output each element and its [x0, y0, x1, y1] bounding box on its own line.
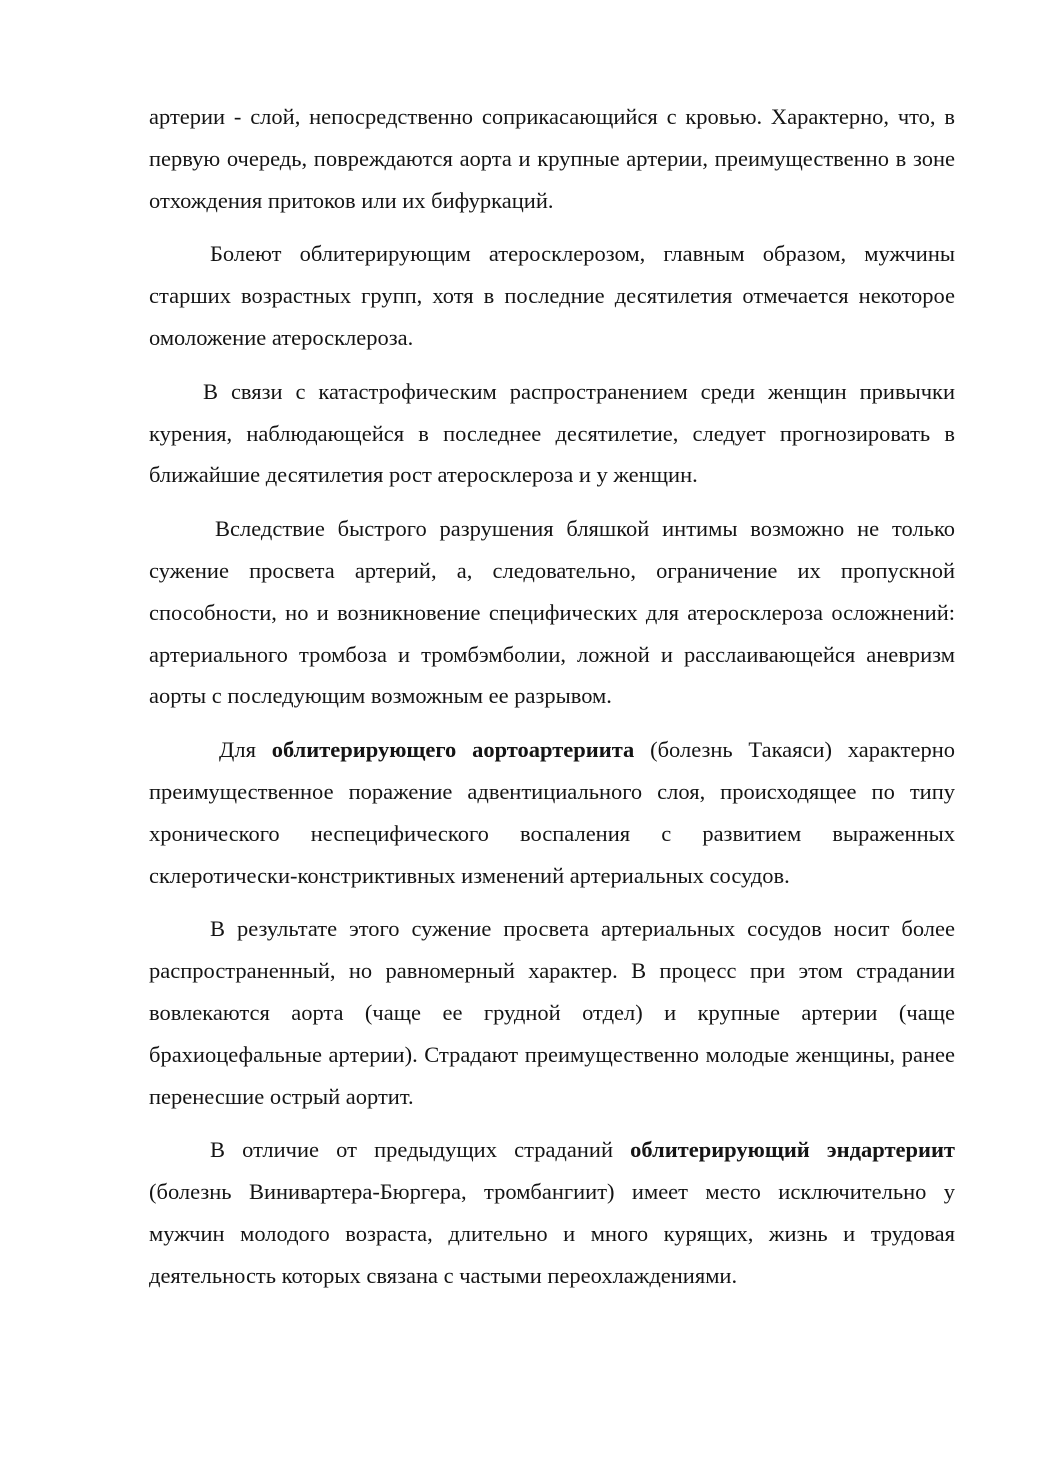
paragraph-7: [149, 1129, 955, 1296]
paragraph-3: В связи с катастрофическим распространением среди женщин привычки курения, наблюдающейся в последнее десятилетие, следует прогнозировать в ближайшие десятилетия рост атеросклероза и у женщин.: [149, 378, 955, 488]
bold-term-aortoarteritis: облитерирующего аортоартериита: [271, 737, 635, 763]
paragraph-5-lead: Для: [219, 737, 272, 763]
paragraph-6: В результате этого сужение просвета артериальных сосудов носит более распространенный, но равномерный характер. В процесс при этом страдании вовлекаются аорта (чаще ее грудной отдел) и крупные артерии (чаще брахиоцефальные артерии). Страдают преимущественно молодые женщины, ранее перенесшие острый аортит.: [149, 916, 955, 1109]
paragraph-5-rest: (болезнь Такаяси) характерно преимущественное поражение адвентициального слоя, происходящее по типу хронического неспецифического воспаления с развитием выраженных склеротически-констриктивных изменений артериальных сосудов.: [149, 737, 955, 888]
bold-term-endarteritis: облитерирующий эндартериит: [630, 1137, 955, 1163]
paragraph-7-lead: В отличие от предыдущих страданий: [210, 1137, 631, 1163]
paragraph-7-rest: (болезнь Винивартера-Бюргера, тромбангиит) имеет место исключительно у мужчин молодого возраста, длительно и много курящих, жизнь и трудовая деятельность которых связана с частыми переохлаждениями.: [149, 1179, 955, 1288]
paragraph-4: Вследствие быстрого разрушения бляшкой интимы возможно не только сужение просвета артерий, а, следовательно, ограничение их пропускной способности, но и возникновение специфических для атеросклероза осложнений: артериального тромбоза и тромбэмболии, ложной и расслаивающейся аневризм аорты с последующим возможным ее разрывом.: [149, 516, 955, 709]
paragraph-5: [149, 729, 955, 896]
paragraph-1: артерии - слой, непосредственно соприкасающийся с кровью. Характерно, что, в первую очередь, повреждаются аорта и крупные артерии, преимущественно в зоне отхождения притоков или их бифуркаций.: [149, 104, 955, 213]
document-body: [149, 96, 955, 1297]
paragraph-2: Болеют облитерирующим атеросклерозом, главным образом, мужчины старших возрастных групп, хотя в последние десятилетия отмечается некоторое омоложение атеросклероза.: [149, 241, 955, 350]
